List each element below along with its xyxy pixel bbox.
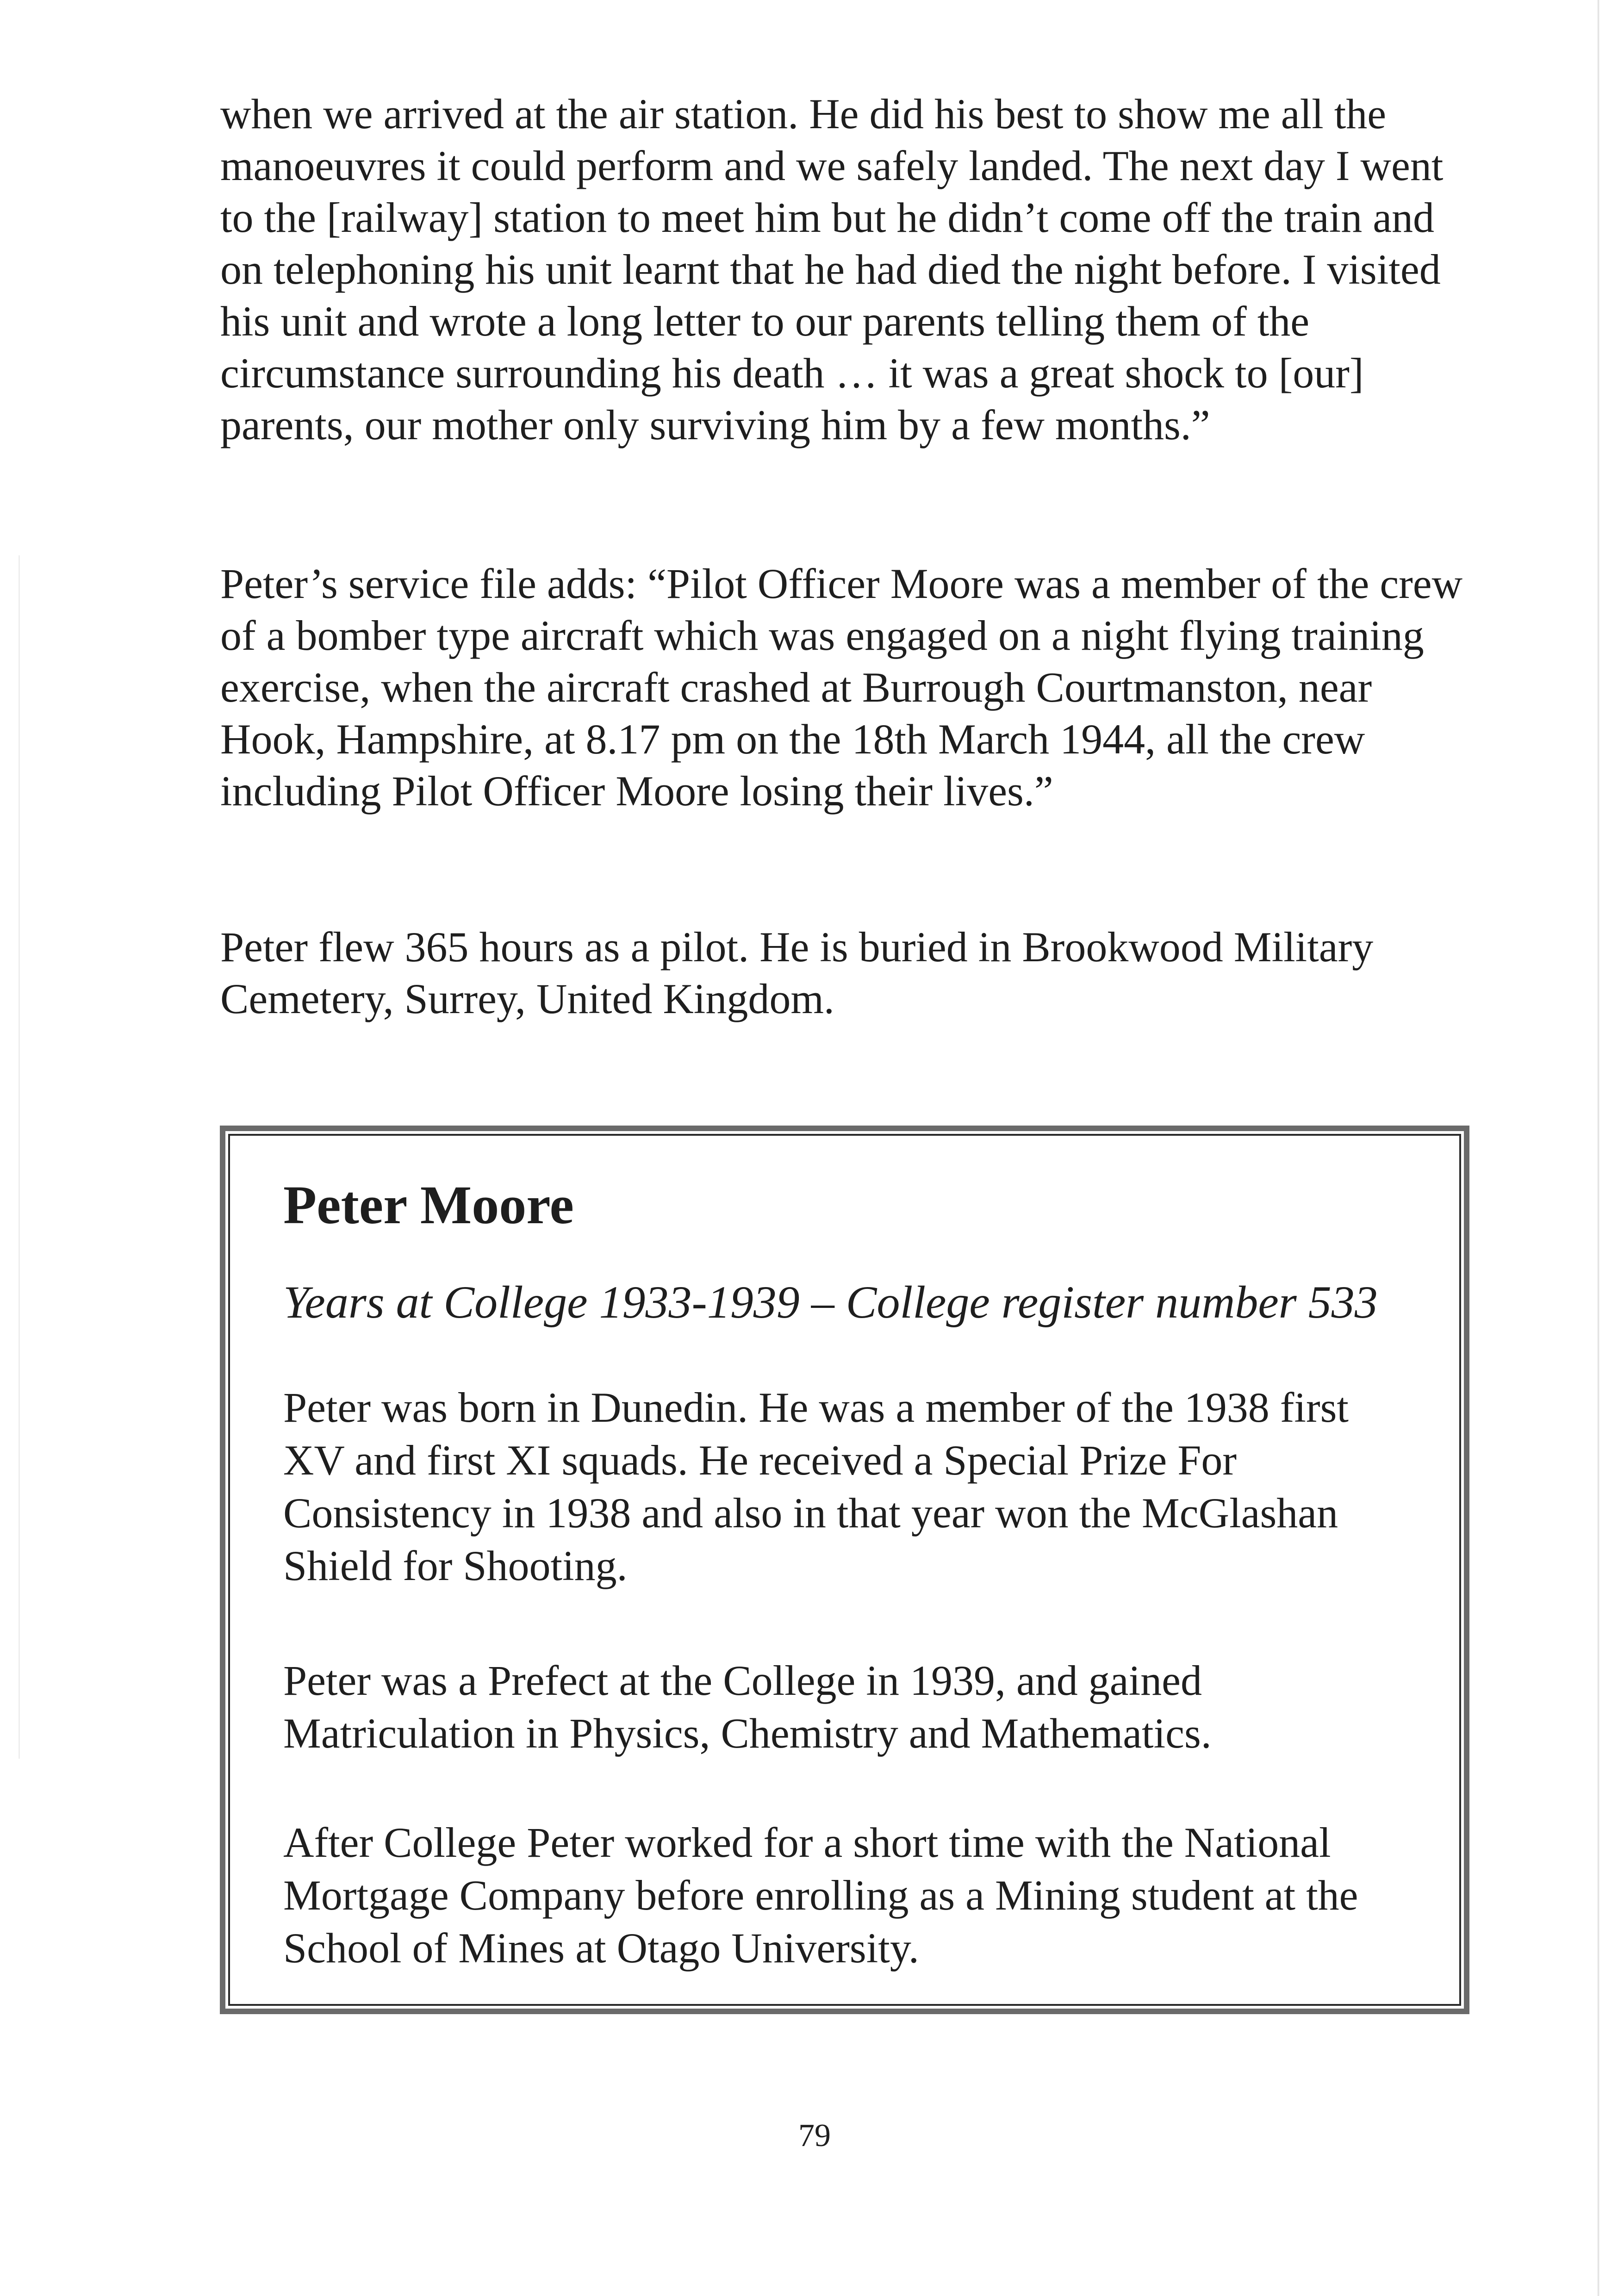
bio-paragraph-2: Peter was a Prefect at the College in 1939, and gained Matriculation in Physics, Chemistry and Mathematics. <box>283 1657 1212 1757</box>
bio-paragraph-1: Peter was born in Dunedin. He was a member of the 1938 first XV and first XI squads. He received a Special Prize For Consistency in 1938 and also in that year won the McGlashan Shield for Shooting. <box>283 1384 1349 1589</box>
body-paragraph-2: Peter’s service file adds: “Pilot Officer Moore was a member of the crew of a bomber type aircraft which was engaged on a night flying training exercise, when the aircraft crashed at Burrough Courtmanston, near Hook, Hampshire, at 8.17 pm on the 18th March 1944, all the crew including Pilot Officer Moore losing their lives.” <box>220 560 1463 815</box>
bio-name-heading: Peter Moore <box>283 1175 574 1235</box>
bio-paragraph-3: After College Peter worked for a short time with the National Mortgage Company before enrolling as a Mining student at the School of Mines at Otago University. <box>283 1819 1358 1972</box>
bio-subtitle: Years at College 1933-1939 – College register number 533 <box>283 1276 1378 1328</box>
biography-box <box>220 1126 1469 2014</box>
page-number: 79 <box>798 2118 831 2153</box>
body-paragraph-1: when we arrived at the air station. He did his best to show me all the manoeuvres it could perform and we safely landed. The next day I went to the [railway] station to meet him but he didn’t come off the train and on telephoning his unit learnt that he had died the night before. I visited his unit and wrote a long letter to our parents telling them of the circumstance surrounding his death … it was a great shock to [our] parents, our mother only surviving him by a few months.” <box>220 90 1444 448</box>
page-edge-shadow-left <box>19 555 20 1759</box>
page-edge-shadow-right <box>1598 0 1599 2296</box>
body-paragraph-3: Peter flew 365 hours as a pilot. He is buried in Brookwood Military Cemetery, Surrey, United Kingdom. <box>220 923 1374 1022</box>
